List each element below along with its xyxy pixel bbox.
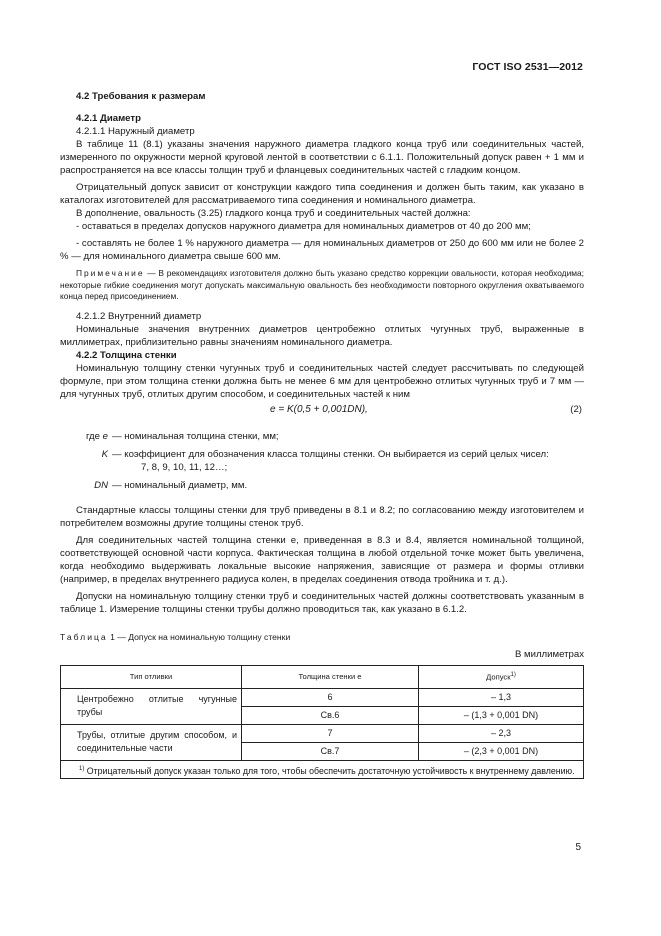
paragraph: В дополнение, овальность (3.25) гладкого конца труб и соединительных частей должна: [76,208,471,219]
definition-text: — коэффициент для обозначения класса толщины стенки. Он выбирается из серий целых чисел: [112,448,549,460]
definition-e [48,430,584,443]
header-tolerance: Допуск$^{1)}$ [419,665,584,688]
table-header-row [61,665,584,688]
paragraph: Стандартные классы толщины стенки для труб приведены в 8.1 и 8.2; по согласованию между изготовителем и потребителем возможны другие толщины стенок труб. [60,504,584,529]
table-row [61,724,584,742]
subsection-outer-diameter: 4.2.1.1 Наружный диаметр [76,126,195,137]
tolerance-cell: – (1,3 + 0,001 DN) [419,706,584,724]
term-k: K [101,448,108,460]
paragraph: Номинальные значения внутренних диаметров центробежно отлитых чугунных труб, выраженные в миллиметрах, приблизительно равны значениям номинального диаметра. [60,323,584,348]
table-caption: Таблица 1 — Допуск на номинальную толщину стенки [60,631,291,642]
header-wall-thickness: Толщина стенки e [242,665,419,688]
thickness-cell: 6 [242,688,419,706]
standard-header: ГОСТ ISO 2531—2012 [472,61,583,73]
paragraph: Для соединительных частей толщина стенки e, приведенная в 8.3 и 8.4, является номинальной толщиной, соответствующей основной части корпуса. Фактическая толщина в любой отдельной точке может быть увеличена, когда необходимо выдерживать локальные высокие напряжения, зависящие от размера и формы отливки (например, в пределах внутреннего радиуса колен, в пределах соединения отвода тройника и т. д.). [60,534,584,585]
definition-text: — номинальный диаметр, мм. [112,479,248,491]
table-footnote-row [61,760,584,779]
tolerance-table [60,665,584,780]
header-cast-type: Тип отливки [61,665,242,688]
thickness-cell: Св.7 [242,742,419,760]
where-word: где [85,430,100,442]
formula-number: (2) [570,403,582,415]
formula [60,401,584,417]
note [60,268,584,303]
definition-text: — номинальная толщина стенки, мм; [112,430,279,442]
table-row [61,688,584,706]
paragraph: Отрицательный допуск зависит от конструкции каждого типа соединения и должен быть таким, как указано в каталогах изготовителей для рассматриваемого типа соединения и номинального диаметра. [60,182,584,206]
term-dn: DN [94,479,108,491]
definition-dn [48,479,584,492]
list-item: - оставаться в пределах допусков наружного диаметра для номинальных диаметров от 40 до 200 мм; [76,221,531,232]
k-series: 7, 8, 9, 10, 11, 12…; [141,461,228,473]
paragraph: В таблице 11 (8.1) указаны значения наружного диаметра гладкого конца труб или соединительных частей, измеренного по окружности мерной круговой лентой в соответствии с 6.1.1. Положительный допуск равен + 1 мм и распространяется на все классы толщин труб и фланцевых соединительных частей с гладким концом. [60,139,584,176]
tolerance-cell: – (2,3 + 0,001 DN) [419,742,584,760]
thickness-cell: 7 [242,724,419,742]
document-body [60,90,584,779]
table-footnote: $^{1)}$ Отрицательный допуск указан только для того, чтобы обеспечить достаточную устойчивость к внутреннему давлению. [61,760,584,779]
term-e: e [102,430,108,442]
subsection-inner-diameter: 4.2.1.2 Внутренний диаметр [76,310,202,322]
cast-type-cell: Центробежно отлитые чугунные трубы [61,688,242,724]
definition-k [48,448,584,461]
page-number: 5 [575,842,581,853]
note-text: — В рекомендациях изготовителя должно быть указано средство коррекции овальности, которая необходима; некоторые гибкие соединения могут допускать максимальную овальность без необходимости повторного округления охватываемого конца перед присоединением. [60,268,584,301]
section-4-2-1-title: 4.2.1 Диаметр [76,113,141,124]
section-4-2-2-title: 4.2.2 Толщина стенки [76,349,177,361]
table-units: В миллиметрах [514,648,584,660]
variable-definitions [48,430,584,492]
note-label: Примечание [76,268,145,278]
thickness-cell: Св.6 [242,706,419,724]
paragraph: Номинальную толщину стенки чугунных труб и соединительных частей следует рассчитывать по следующей формуле, при этом толщина стенки должна быть не менее 6 мм для центробежно отлитых чугунных труб и 7 мм — для чугунных труб, отлитых другим способом, и соединительных частей к ним [60,362,584,400]
tolerance-cell: – 2,3 [419,724,584,742]
cast-type-cell: Трубы, отлитые другим способом, и соединительные части [61,724,242,760]
formula-expression: e = K(0,5 + 0,001DN), [270,403,368,415]
table-label: Таблица [60,631,108,642]
paragraph: Допуски на номинальную толщину стенки труб и соединительных частей должны соответствовать указанным в таблице 1. Измерение толщины стенки трубы должно проводиться так, как указано в 6.1.2. [60,590,584,615]
tolerance-cell: – 1,3 [419,688,584,706]
section-4-2-title: 4.2 Требования к размерам [76,91,206,102]
list-item: - составлять не более 1 % наружного диаметра — для номинальных диаметров от 250 до 600 мм или не более 2 % — для номинального диаметра свыше 600 мм. [60,238,584,262]
